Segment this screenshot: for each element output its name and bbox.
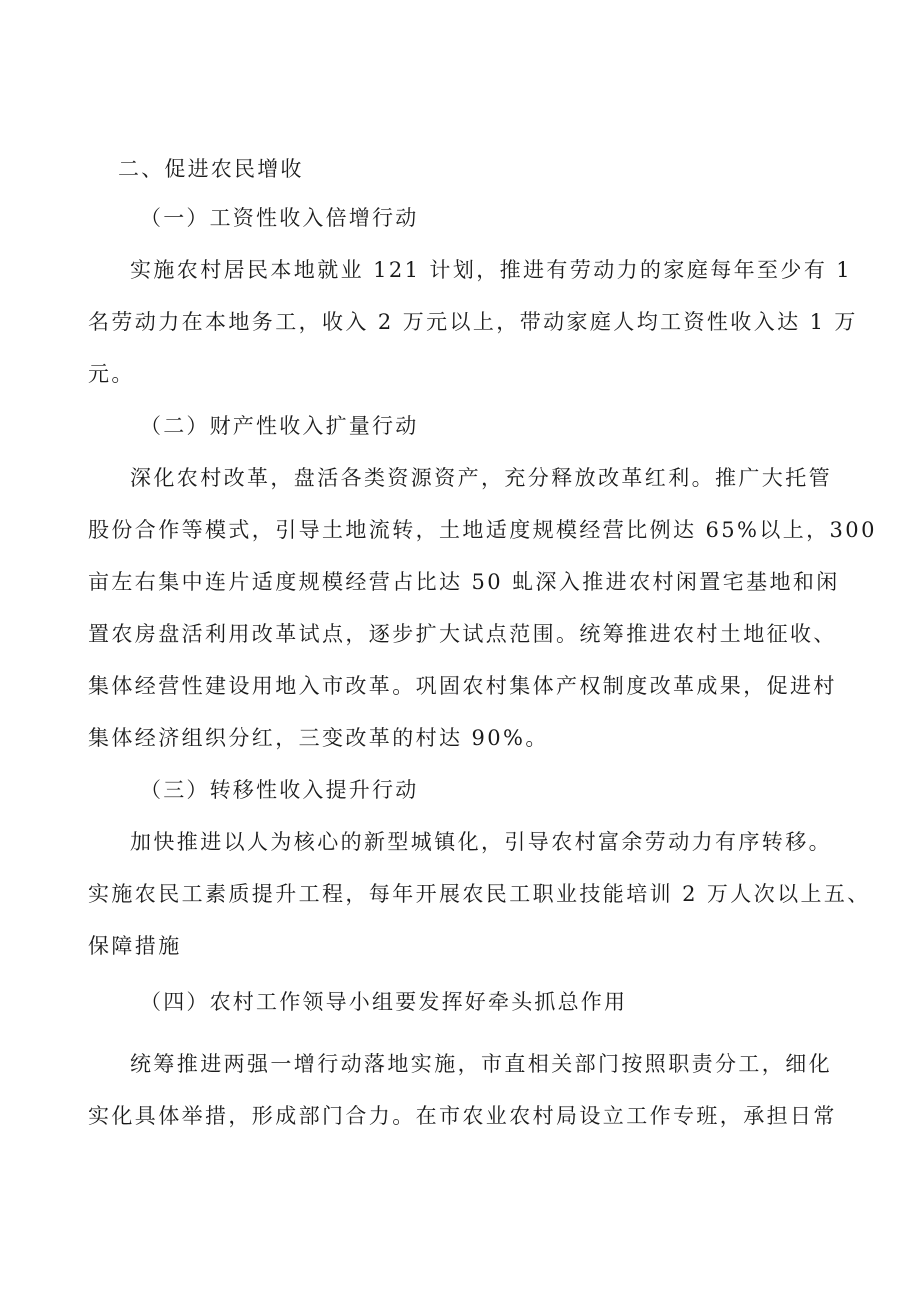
paragraph-line: 实施农村居民本地就业 121 计划，推进有劳动力的家庭每年至少有 1 <box>130 258 853 282</box>
paragraph-line: 集体经营性建设用地入市改革。巩固农村集体产权制度改革成果，促进村 <box>88 674 837 698</box>
paragraph-line: 实施农民工素质提升工程，每年开展农民工职业技能培训 2 万人次以上五、 <box>88 882 871 906</box>
paragraph-line: 亩左右集中连片适度规模经营占比达 50 虬深入推进农村闲置宅基地和闲 <box>88 570 840 594</box>
subsection-title-1: （一）工资性收入倍增行动 <box>140 206 419 230</box>
paragraph-line: 名劳动力在本地务工，收入 2 万元以上，带动家庭人均工资性收入达 1 万 <box>88 310 858 334</box>
paragraph-line: 深化农村改革，盘活各类资源资产，充分释放改革红利。推广大托管 <box>130 466 832 490</box>
paragraph-line: 统筹推进两强一增行动落地实施，市直相关部门按照职责分工，细化 <box>130 1052 832 1076</box>
paragraph-line: 元。 <box>88 362 135 386</box>
paragraph-line: 集体经济组织分红，三变改革的村达 90%。 <box>88 726 549 750</box>
subsection-title-3: （三）转移性收入提升行动 <box>140 778 419 802</box>
subsection-title-2: （二）财产性收入扩量行动 <box>140 414 419 438</box>
paragraph-line: 实化具体举措，形成部门合力。在市农业农村局设立工作专班，承担日常 <box>88 1104 837 1128</box>
paragraph-line: 加快推进以人为核心的新型城镇化，引导农村富余劳动力有序转移。 <box>130 830 832 854</box>
subsection-title-4: （四）农村工作领导小组要发挥好牵头抓总作用 <box>140 990 628 1014</box>
paragraph-line: 股份合作等模式，引导土地流转，土地适度规模经营比例达 65%以上，300 <box>88 518 877 542</box>
paragraph-line: 置农房盘活利用改革试点，逐步扩大试点范围。统筹推进农村土地征收、 <box>88 622 837 646</box>
section-heading: 二、促进农民增收 <box>118 157 304 181</box>
paragraph-line: 保障措施 <box>88 934 182 958</box>
